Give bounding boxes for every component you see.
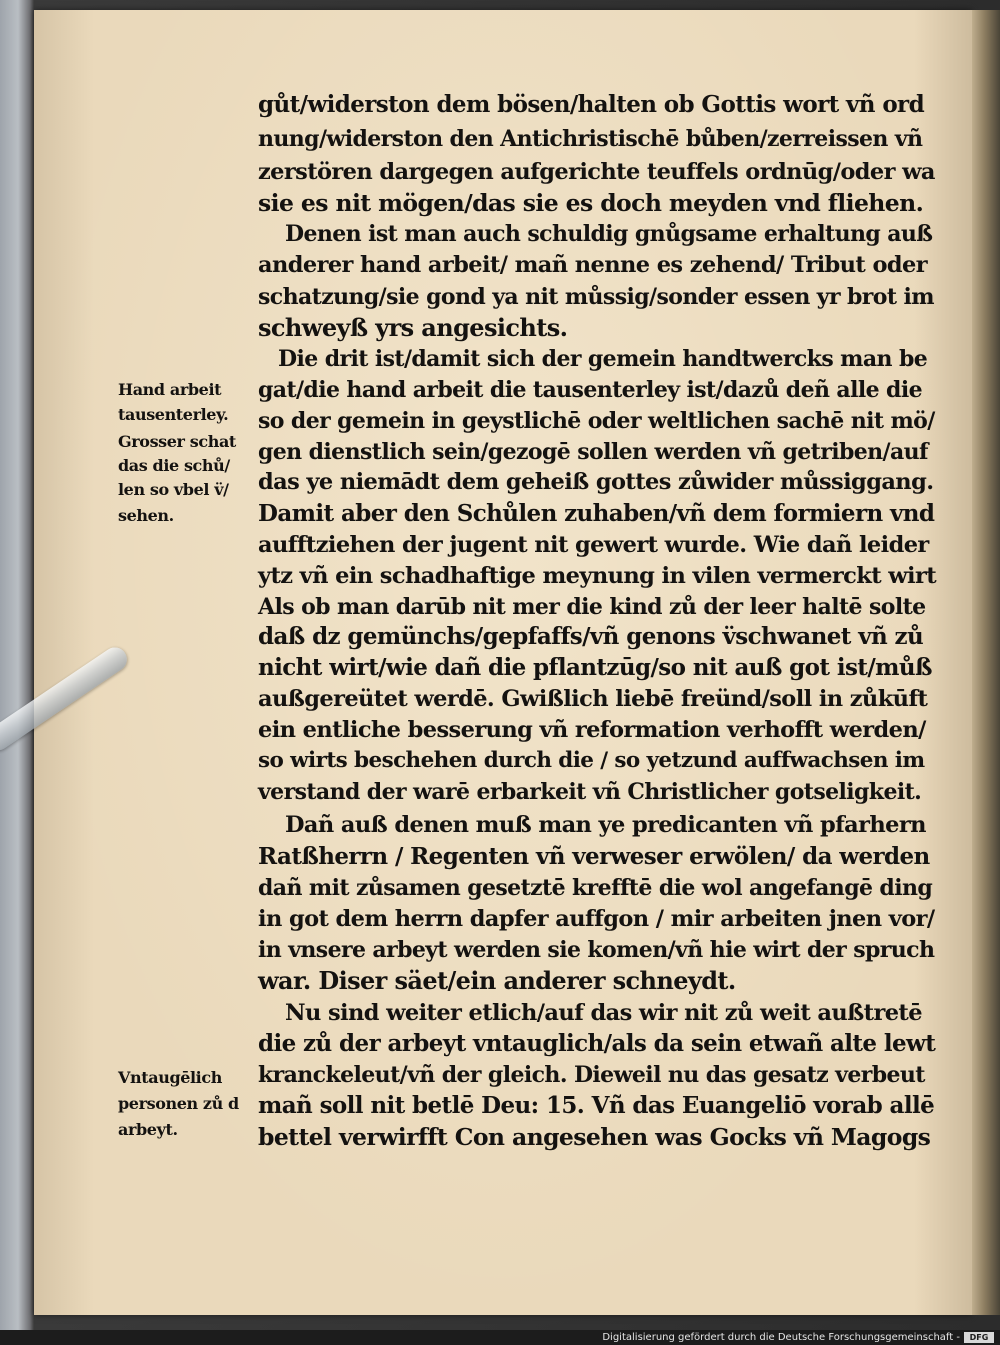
text-line: gat/die hand arbeit die tausenterley ist/dazů deñ alle die [258, 377, 922, 403]
text-line: so der gemein in geystlichē oder weltlichen sachē nit mö/ [258, 408, 935, 434]
text-line: in got dem herrn dapfer auffgon / mir arbeiten jnen vor/ [258, 906, 935, 932]
text-line: so wirts beschehen durch die / so yetzund auffwachsen im [258, 748, 925, 773]
text-line: gůt/widerston dem bösen/halten ob Gottis wort vñ ord [258, 91, 925, 118]
text-line: in vnsere arbeyt werden sie komen/vñ hie wirt der spruch [258, 937, 935, 963]
text-line: ein entliche besserung vñ reformation verhofft werden/ [258, 717, 926, 743]
margin-note: len so vbel v̈/ [118, 480, 229, 499]
text-line: verstand der warē erbarkeit vñ Christlicher gotseligkeit. [258, 779, 922, 805]
margin-note: Hand arbeit [118, 380, 222, 399]
text-line: Die drit ist/damit sich der gemein handtwercks man be [278, 346, 928, 372]
text-line: zerstören dargegen aufgerichte teuffels ordnūg/oder wa [258, 159, 935, 185]
page-gutter [972, 10, 1000, 1315]
text-line: kranckeleut/vñ der gleich. Dieweil nu das gesatz verbeut [258, 1062, 925, 1088]
text-line: Ratßherrn / Regenten vñ verweser erwölen/ da werden [258, 843, 930, 870]
text-line: das ye niemādt dem geheiß gottes zůwider můssiggang. [258, 469, 934, 495]
margin-note: tausenterley. [118, 405, 229, 424]
text-line: schatzung/sie gond ya nit můssig/sonder essen yr brot im [258, 284, 934, 310]
text-line: mañ soll nit betlē Deu: 15. Vñ das Euangeliō vorab allē [258, 1092, 935, 1119]
text-line: ytz vñ ein schadhaftige meynung in vilen vermerckt wirt [258, 563, 937, 589]
text-line: gen dienstlich sein/gezogē sollen werden vñ getriben/auf [258, 439, 928, 465]
footer-credit: Digitalisierung gefördert durch die Deutsche Forschungsgemeinschaft - [602, 1332, 960, 1343]
text-line: aufftziehen der jugent nit gewert wurde. Wie dañ leider [258, 532, 929, 558]
margin-note: personen zů d [118, 1094, 239, 1113]
margin-note: das die schů/ [118, 456, 230, 475]
text-line: war. Diser säet/ein anderer schneydt. [258, 966, 736, 995]
text-line: sie es nit mögen/das sie es doch meyden vnd fliehen. [258, 189, 924, 217]
text-line: Dañ auß denen muß man ye predicanten vñ pfarhern [285, 812, 926, 838]
text-line: Damit aber den Schůlen zuhaben/vñ dem formiern vnd [258, 500, 935, 527]
text-line: die zů der arbeyt vntauglich/als da sein etwañ alte lewt [258, 1030, 936, 1057]
text-line: anderer hand arbeit/ mañ nenne es zehend/ Tribut oder [258, 252, 927, 278]
text-line: nung/widerston den Antichristischē bůben/zerreissen vñ [258, 126, 923, 152]
text-line: dañ mit zůsamen gesetztē krefftē die wol angefangē ding [258, 875, 933, 901]
text-line: Denen ist man auch schuldig gnůgsame erhaltung auß [285, 221, 933, 247]
text-line: nicht wirt/wie dañ die pflantzūg/so nit auß got ist/můß [258, 654, 932, 681]
text-line: daß dz gemünchs/gepfaffs/vñ genons v̈schwanet vñ zů [258, 623, 924, 650]
text-line: Nu sind weiter etlich/auf das wir nit zů weit außtretē [285, 1000, 922, 1026]
margin-note: sehen. [118, 506, 174, 525]
text-line: außgereütet werdē. Gwißlich liebē freünd/soll in zůkūft [258, 686, 928, 712]
dfg-logo: DFG [964, 1332, 994, 1343]
text-line: bettel verwirfft Con angesehen was Gocks vñ Magogs [258, 1123, 931, 1151]
margin-note: arbeyt. [118, 1120, 178, 1139]
margin-note: Vntaugēlich [118, 1068, 222, 1087]
margin-note: Grosser schat [118, 432, 236, 451]
text-line: Als ob man darūb nit mer die kind zů der leer haltē solte [258, 594, 926, 620]
text-line: schweyß yrs angesichts. [258, 313, 568, 342]
